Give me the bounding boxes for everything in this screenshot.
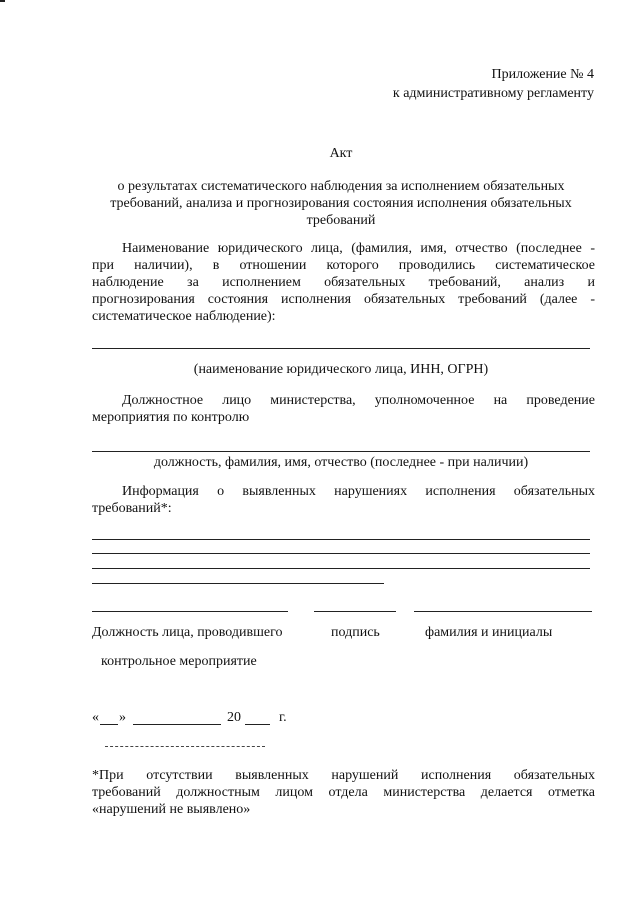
signature-sign-label: подпись [331, 625, 380, 640]
signature-name-line [414, 611, 592, 612]
intro-line-1: Наименование юридического лица, (фамилия, имя, отчество (последнее - [122, 241, 595, 256]
scan-corner-mark [0, 0, 5, 2]
appendix-number: Приложение № 4 [491, 67, 594, 82]
violations-field-line-2 [92, 553, 590, 554]
date-year-prefix: 20 [227, 710, 241, 725]
signature-position-label-2: контрольное мероприятие [101, 654, 257, 669]
violations-field-line-4 [92, 583, 384, 584]
official-field-line [92, 451, 590, 452]
signature-sign-line [314, 611, 396, 612]
date-close-quote: » [119, 710, 126, 725]
footnote-line-1: *При отсутствии выявленных нарушений исполнения обязательных [92, 768, 595, 783]
official-line-2: мероприятия по контролю [92, 410, 250, 425]
signature-position-label: Должность лица, проводившего [92, 625, 283, 640]
entity-name-field-line [92, 348, 590, 349]
official-line-1: Должностное лицо министерства, уполномоченное на проведение [122, 393, 595, 408]
violations-field-line-1 [92, 539, 590, 540]
intro-line-5: систематическое наблюдение): [92, 309, 276, 324]
act-subtitle-line-1: о результатах систематического наблюдения за исполнением обязательных [117, 179, 565, 194]
date-month-line [133, 724, 221, 725]
intro-line-4: прогнозирования состояния исполнения обязательных требований (далее - [92, 292, 595, 307]
violations-line-1: Информация о выявленных нарушениях исполнения обязательных [122, 484, 595, 499]
date-year-line [245, 724, 270, 725]
violations-line-2: требований*: [92, 501, 172, 516]
act-title: Акт [329, 146, 353, 161]
official-caption: должность, фамилия, имя, отчество (последнее - при наличии) [153, 455, 529, 470]
footnote-line-2: требований должностным лицом отдела министерства делается отметка [92, 785, 595, 800]
violations-field-line-3 [92, 568, 590, 569]
act-subtitle-line-3: требований [306, 213, 376, 228]
signature-position-line [92, 611, 288, 612]
signature-name-label: фамилия и инициалы [425, 625, 553, 640]
intro-line-3: наблюдение за исполнением обязательных требований, анализ и [92, 275, 595, 290]
appendix-to-regulation: к административному регламенту [392, 86, 594, 101]
act-subtitle-line-2: требований, анализа и прогнозирования состояния исполнения обязательных [110, 196, 572, 211]
entity-name-caption: (наименование юридического лица, ИНН, ОГРН) [193, 362, 489, 377]
date-open-quote: « [92, 710, 99, 725]
date-underline-dashed [105, 746, 265, 747]
intro-line-2: при наличии), в отношении которого проводились систематическое [92, 258, 595, 273]
date-day-line [100, 724, 118, 725]
date-year-suffix: г. [279, 710, 287, 725]
footnote-line-3: «нарушений не выявлено» [92, 802, 251, 817]
